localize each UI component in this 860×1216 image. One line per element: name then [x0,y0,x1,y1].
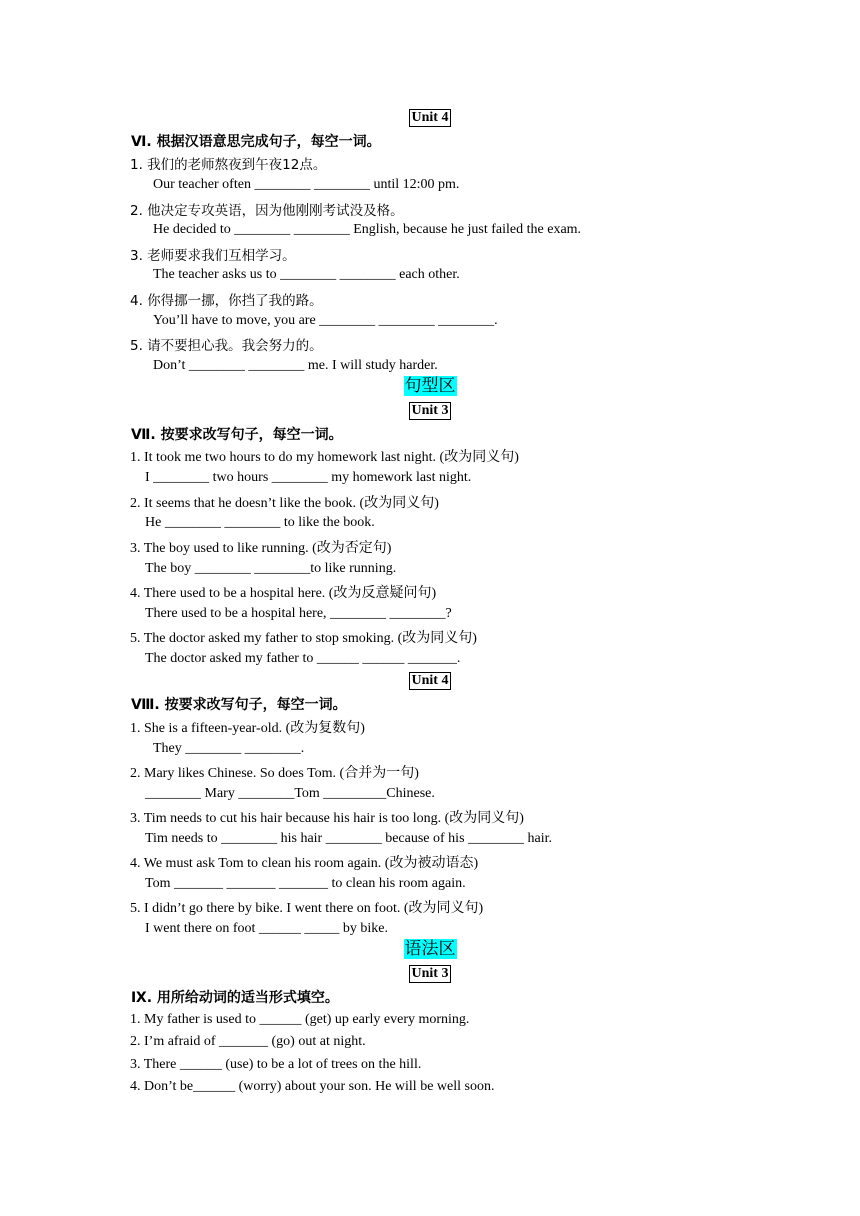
s7-answer-3: The boy ________ ________to like running. [145,561,397,576]
s6-question-5: 5. 请不要担心我。我会努力的。 [130,338,323,354]
s6-question-1: 1. 我们的老师熬夜到午夜12点。 [130,157,327,173]
s8-question-4: 4. We must ask Tom to clean his room again. (改为被动语态) [130,856,479,871]
s6-answer-3: The teacher asks us to ________ ________ each other. [153,267,460,282]
s8-question-5: 5. I didn’t go there by bike. I went there on foot. (改为同义句) [130,901,484,916]
unit-label: Unit 3 [0,965,860,983]
zone-heading-sentence: 句型区 [404,376,456,396]
s6-answer-4: You’ll have to move, you are ________ ________ ________. [153,313,498,328]
unit-label: Unit 4 [0,109,860,127]
s7-question-5: 5. The doctor asked my father to stop smoking. (改为同义句) [130,631,477,646]
s6-answer-2: He decided to ________ ________ English, because he just failed the exam. [153,222,582,237]
unit-label: Unit 4 [0,672,860,690]
s8-answer-4: Tom _______ _______ _______ to clean his room again. [145,876,466,891]
s8-answer-3: Tim needs to ________ his hair ________ because of his ________ hair. [145,831,553,846]
s6-question-3: 3. 老师要求我们互相学习。 [130,248,296,264]
s9-question-2: 2. I’m afraid of _______ (go) out at night. [130,1034,366,1049]
unit-label: Unit 3 [0,402,860,420]
s7-question-1: 1. It took me two hours to do my homework last night. (改为同义句) [130,450,519,465]
zone-heading-grammar: 语法区 [404,939,456,959]
s7-answer-1: I ________ two hours ________ my homework last night. [145,470,472,485]
s8-question-3: 3. Tim needs to cut his hair because his hair is too long. (改为同义句) [130,811,524,826]
s6-question-2: 2. 他决定专攻英语，因为他刚刚考试没及格。 [130,203,404,219]
section-8-heading: Ⅷ. 按要求改写句子，每空一词。 [131,697,347,713]
s8-question-2: 2. Mary likes Chinese. So does Tom. (合并为一句) [130,766,419,781]
s7-question-2: 2. It seems that he doesn’t like the book. (改为同义句) [130,496,439,511]
s6-question-4: 4. 你得挪一挪，你挡了我的路。 [130,293,323,309]
s6-answer-1: Our teacher often ________ ________ until 12:00 pm. [153,177,460,192]
s7-answer-5: The doctor asked my father to ______ ______ _______. [145,651,461,666]
s8-answer-5: I went there on foot ______ _____ by bike. [145,921,389,936]
s7-answer-4: There used to be a hospital here, ________ ________? [145,606,452,621]
s9-question-1: 1. My father is used to ______ (get) up early every morning. [130,1012,470,1027]
s7-question-3: 3. The boy used to like running. (改为否定句) [130,541,392,556]
section-6-heading: Ⅵ. 根据汉语意思完成句子，每空一词。 [131,134,381,150]
section-7-heading: Ⅶ. 按要求改写句子，每空一词。 [131,427,343,443]
section-9-heading: Ⅸ. 用所给动词的适当形式填空。 [131,990,339,1006]
s7-answer-2: He ________ ________ to like the book. [145,515,375,530]
s8-answer-2: ________ Mary ________Tom _________Chinese. [145,786,435,801]
s9-question-4: 4. Don’t be______ (worry) about your son. He will be well soon. [130,1079,495,1094]
s8-question-1: 1. She is a fifteen-year-old. (改为复数句) [130,721,365,736]
s7-question-4: 4. There used to be a hospital here. (改为反意疑问句) [130,586,437,601]
s8-answer-1: They ________ ________. [153,741,305,756]
s6-answer-5: Don’t ________ ________ me. I will study harder. [153,358,438,373]
s9-question-3: 3. There ______ (use) to be a lot of trees on the hill. [130,1057,422,1072]
